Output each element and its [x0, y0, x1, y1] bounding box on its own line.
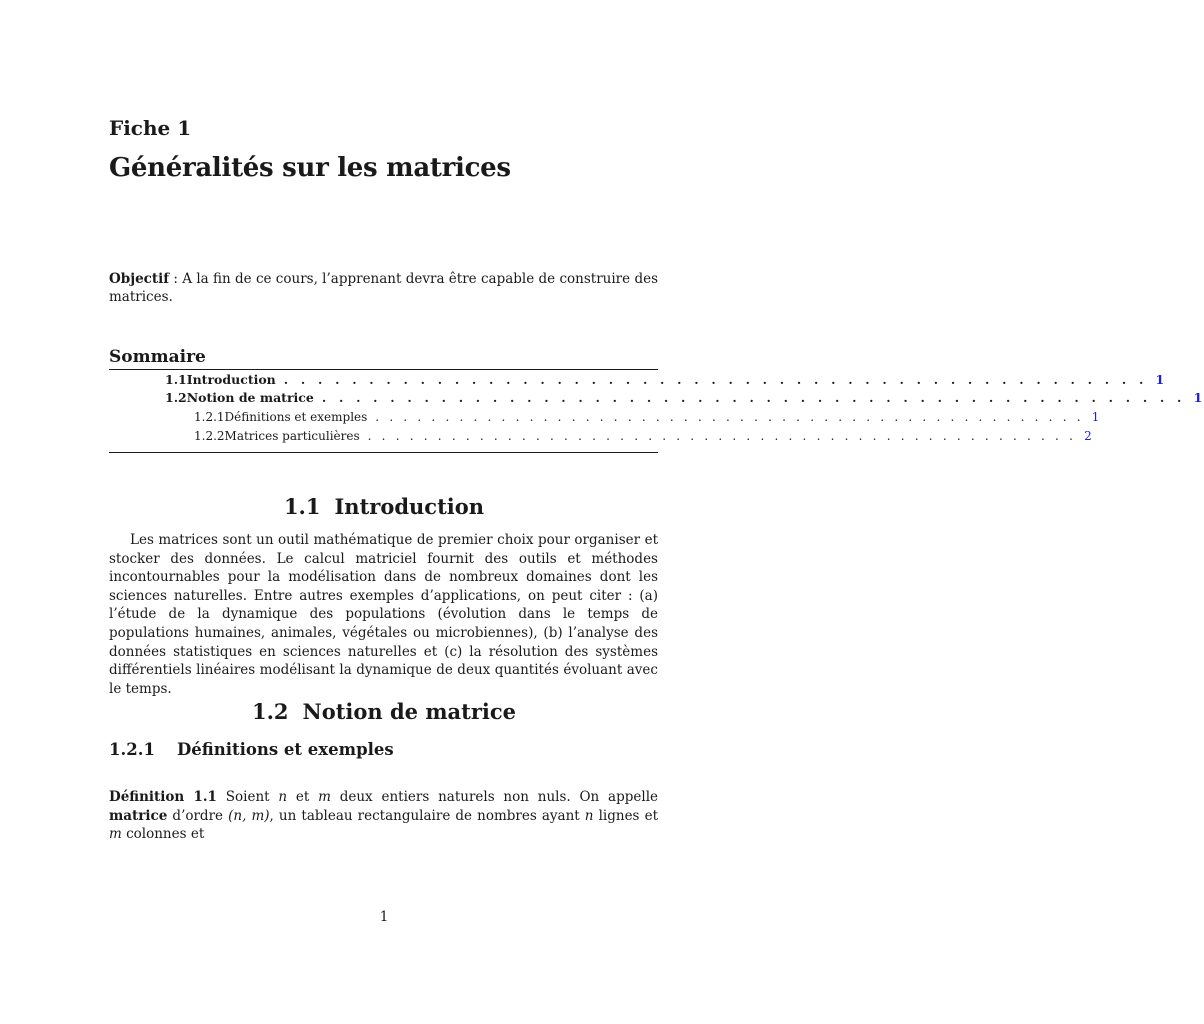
objective-text: : A la fin de ce cours, l’apprenant devra être capable de construire des matrices. [109, 271, 658, 305]
definition-text: deux entiers naturels non nuls. On appelle [330, 789, 658, 805]
math-var: n [278, 789, 288, 805]
toc-heading: Sommaire [109, 347, 206, 367]
section-title-text: Introduction [334, 494, 485, 519]
definition-text: lignes et [593, 807, 658, 824]
toc-top-rule [109, 369, 658, 370]
chapter-title: Généralités sur les matrices [109, 153, 511, 183]
toc-entry-number: 1.1 [165, 372, 187, 387]
definition-text: , un tableau rectangulaire de nombres ayant [269, 807, 585, 824]
toc-entry-label: Introduction [186, 372, 276, 387]
toc-bottom-rule [109, 452, 658, 453]
definition-term: matrice [109, 807, 168, 824]
definition-label: Définition 1.1 [109, 789, 217, 805]
section-title-text: Notion de matrice [302, 699, 517, 724]
math-var: m [318, 789, 331, 805]
definition-text: et [287, 789, 319, 805]
toc-entry-introduction[interactable] [165, 372, 1165, 387]
section-title-introduction [0, 494, 768, 519]
toc-entry-notion-de-matrice[interactable] [165, 390, 1203, 405]
toc-entry-label: Notion de matrice [186, 390, 314, 405]
toc-leader-dots: . . . . . . . . . . . . . . . . . . . . . . . . . . . . . . . . . . . . . . . . . . . . . . . . . . . [367, 429, 1077, 443]
toc-entry-label: Matrices particulières [224, 429, 360, 443]
toc-entry-page-link[interactable]: 1 [1091, 410, 1100, 424]
toc-entry-matrices-particulieres[interactable] [194, 429, 1092, 443]
math-var: n [584, 807, 594, 824]
page-number: 1 [379, 909, 389, 925]
toc-entry-page-link[interactable]: 1 [1193, 390, 1203, 405]
section-number: 1.1 [283, 494, 321, 519]
toc-entry-page-link[interactable]: 2 [1084, 429, 1092, 443]
toc-entry-number: 1.2.2 [194, 429, 225, 443]
objective-paragraph [109, 270, 658, 306]
definition-text: colonnes et [121, 826, 205, 843]
section-number: 1.2 [251, 699, 289, 724]
toc-entry-label: Définitions et exemples [224, 410, 368, 424]
chapter-label: Fiche 1 [109, 116, 192, 140]
definition-text: d’ordre [167, 807, 229, 824]
toc-leader-dots: . . . . . . . . . . . . . . . . . . . . . . . . . . . . . . . . . . . . . . . . . . . . . . . . . . . [375, 410, 1084, 424]
toc-entry-page-link[interactable]: 1 [1155, 372, 1165, 387]
subsection-title [109, 740, 394, 759]
subsection-title-text: Définitions et exemples [176, 740, 394, 759]
introduction-paragraph: Les matrices sont un outil mathématique de premier choix pour organiser et stocker des données. Le calcul matriciel fournit des outils et méthodes incontournables pour la modélisation dans de nombreux domaines dont les sciences naturelles. Entre autres exemples d’applications, on peut citer : (a) l’étude de la dynamique des populations (évolution dans le temps de populations humaines, animales, végétales ou microbiennes), (b) l’analyse des données statistiques en sciences naturelles et (c) la résolution des systèmes différentiels linéaires modélisant la dynamique de deux quantités évoluant avec le temps. [109, 532, 658, 697]
objective-label: Objectif [109, 271, 170, 287]
definition-text: Soient [216, 789, 279, 805]
math-order: (n, m) [228, 807, 270, 824]
math-var: m [109, 826, 122, 843]
toc-entry-definitions-et-exemples[interactable] [194, 410, 1100, 424]
section-title-notion-de-matrice [0, 699, 768, 724]
toc-leader-dots: . . . . . . . . . . . . . . . . . . . . . . . . . . . . . . . . . . . . . . . . . . . . . . . . . . . [283, 372, 1148, 387]
toc-entry-number: 1.2 [165, 390, 187, 405]
toc-leader-dots: . . . . . . . . . . . . . . . . . . . . . . . . . . . . . . . . . . . . . . . . . . . . . . . . . . . [321, 390, 1186, 405]
subsection-number: 1.2.1 [109, 740, 155, 759]
definition-paragraph [109, 788, 658, 844]
toc-entry-number: 1.2.1 [194, 410, 225, 424]
